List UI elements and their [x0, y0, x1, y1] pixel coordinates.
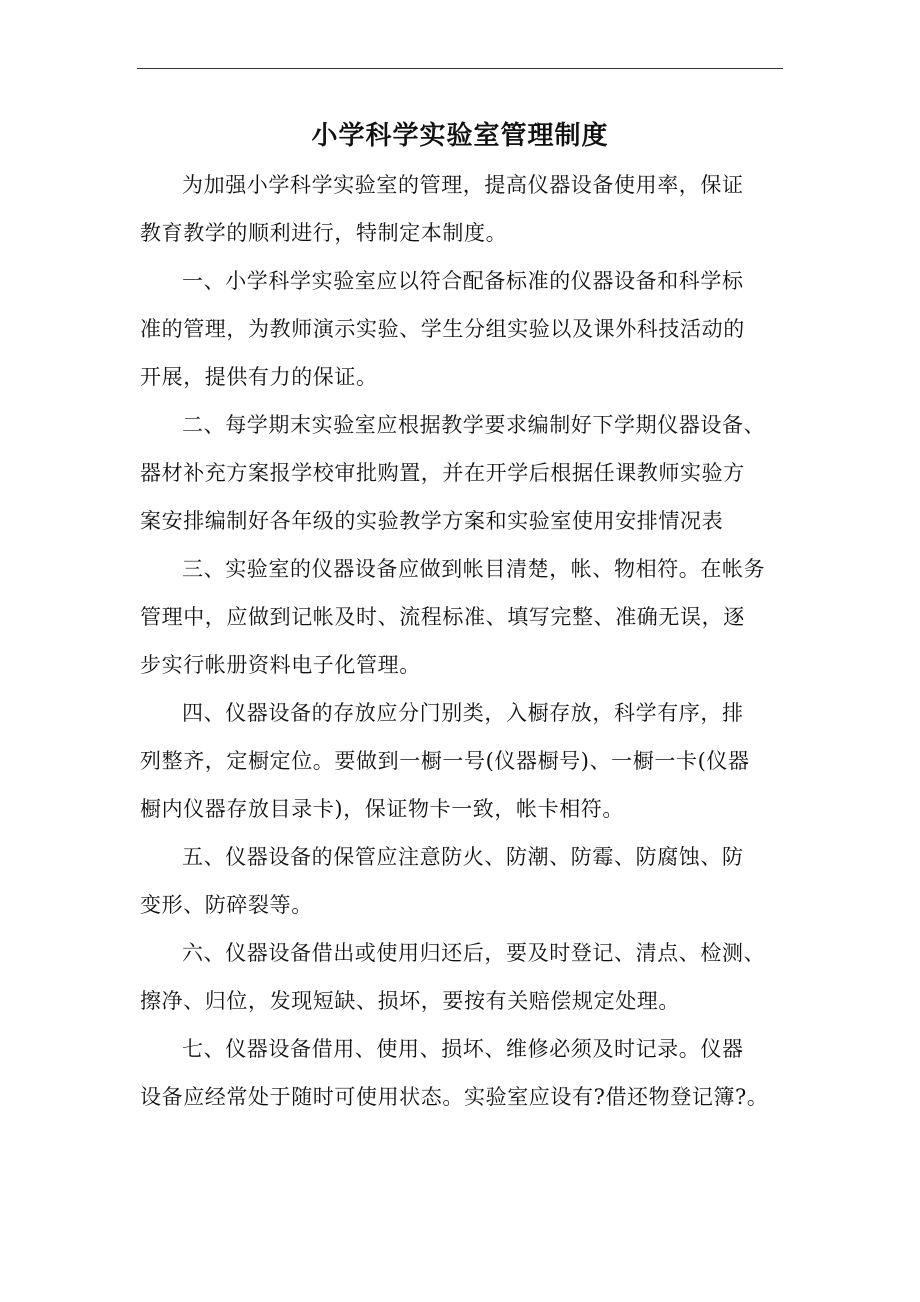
paragraph	[140, 257, 790, 401]
paragraph	[140, 545, 790, 689]
paragraph-line: 器材补充方案报学校审批购置，并在开学后根据任课教师实验方	[140, 461, 745, 485]
paragraph	[140, 833, 790, 929]
header-rule	[137, 68, 783, 69]
paragraph-line: 五、仪器设备的保管应注意防火、防潮、防霉、防腐蚀、防	[182, 845, 744, 869]
paragraph-line: 教育教学的顺利进行，特制定本制度。	[140, 221, 508, 245]
paragraph-line: 准的管理，为教师演示实验、学生分组实验以及课外科技活动的	[140, 317, 745, 341]
paragraph-line: 管理中，应做到记帐及时、流程标准、填写完整、准确无误，逐	[140, 605, 745, 629]
paragraph-line: 为加强小学科学实验室的管理，提高仪器设备使用率，保证	[182, 173, 744, 197]
document-body	[140, 161, 790, 1121]
paragraph-line: 列整齐，定橱定位。要做到一橱一号(仪器橱号)、一橱一卡(仪器	[140, 749, 750, 773]
paragraph-line: 步实行帐册资料电子化管理。	[140, 653, 421, 677]
paragraph-line: 二、每学期末实验室应根据教学要求编制好下学期仪器设备、	[182, 413, 766, 437]
paragraph-line: 设备应经常处于随时可使用状态。实验室应设有?借还物登记簿?。	[140, 1085, 769, 1109]
paragraph	[140, 161, 790, 257]
paragraph-line: 擦净、归位，发现短缺、损坏，要按有关赔偿规定处理。	[140, 989, 680, 1013]
paragraph-line: 开展，提供有力的保证。	[140, 365, 378, 389]
paragraph	[140, 929, 790, 1025]
paragraph	[140, 689, 790, 833]
paragraph-line: 六、仪器设备借出或使用归还后，要及时登记、清点、检测、	[182, 941, 766, 965]
paragraph-line: 一、小学科学实验室应以符合配备标准的仪器设备和科学标	[182, 269, 744, 293]
paragraph-line: 七、仪器设备借用、使用、损坏、维修必须及时记录。仪器	[182, 1037, 744, 1061]
paragraph-line: 案安排编制好各年级的实验教学方案和实验室使用安排情况表	[140, 509, 724, 533]
paragraph	[140, 1025, 790, 1121]
paragraph-line: 变形、防碎裂等。	[140, 893, 313, 917]
paragraph-line: 三、实验室的仪器设备应做到帐目清楚，帐、物相符。在帐务	[182, 557, 766, 581]
document-title: 小学科学实验室管理制度	[311, 121, 609, 151]
paragraph	[140, 401, 790, 545]
paragraph-line: 橱内仪器存放目录卡)，保证物卡一致，帐卡相符。	[140, 797, 624, 821]
paragraph-line: 四、仪器设备的存放应分门别类，入橱存放，科学有序，排	[182, 701, 744, 725]
